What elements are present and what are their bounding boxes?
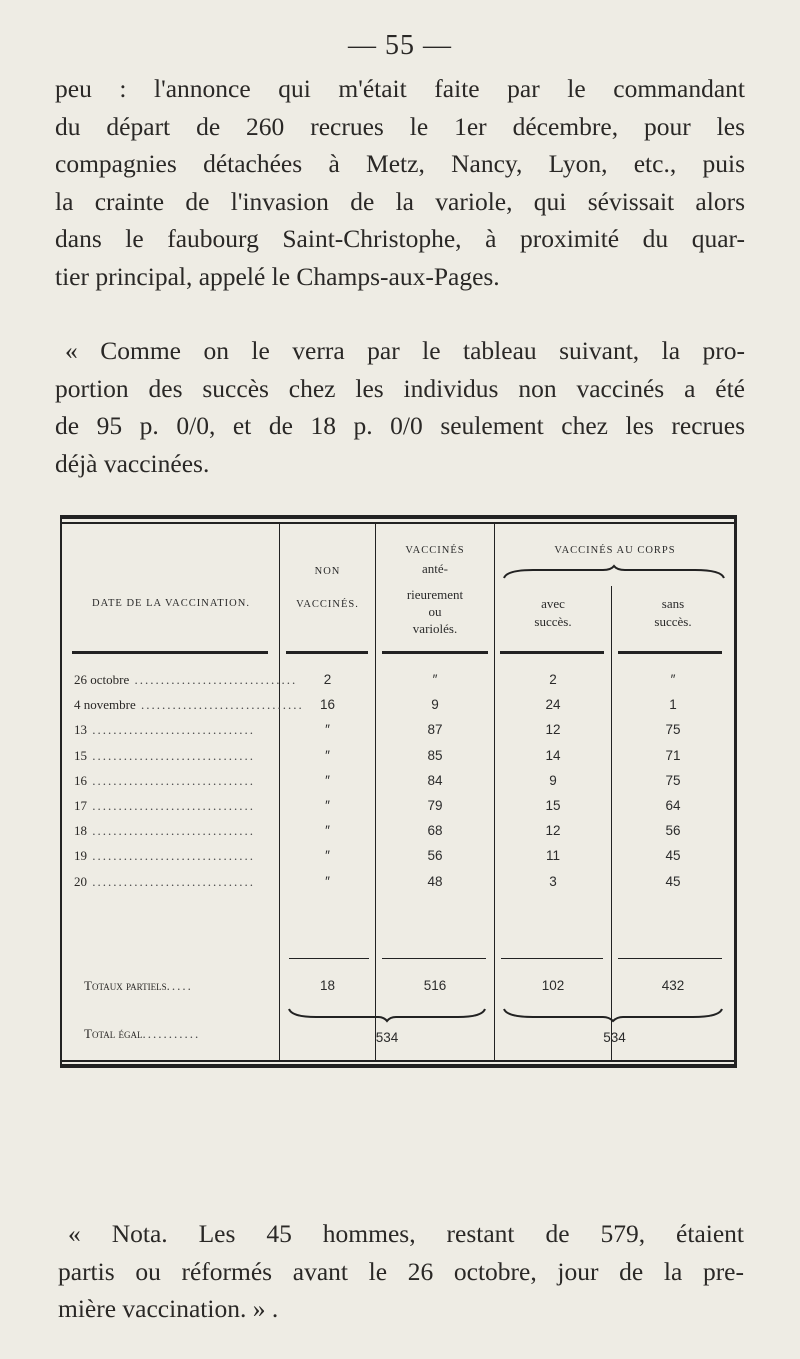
table-left-border: [60, 515, 62, 1068]
header-rule: [286, 651, 368, 654]
row-sans-cell: 45: [665, 873, 681, 889]
header-sans-line1: sans: [661, 596, 685, 611]
totals-rule: [382, 958, 486, 959]
text-line: déjà vaccinées.: [55, 448, 210, 478]
totaux-non: 18: [319, 978, 336, 993]
header-rule: [382, 651, 488, 654]
row-date: 16 ...............................: [74, 772, 255, 788]
table-top-rule: [60, 515, 736, 519]
row-avec-cell: 12: [545, 823, 561, 839]
header-non-line1: NON: [314, 566, 341, 577]
row-avec-cell: 14: [545, 747, 561, 763]
nota-paragraph: [58, 1215, 744, 1328]
text-line: dans le faubourg Saint-Christophe, à proximité du quar-: [55, 224, 745, 253]
header-rule: [618, 651, 722, 654]
header-date: DATE DE LA VACCINATION.: [92, 598, 250, 609]
row-sans-cell: 45: [665, 848, 681, 864]
row-non-cell: ″: [325, 848, 330, 864]
total-egal-right: 534: [603, 1030, 626, 1045]
table-bottom-rule: [60, 1064, 736, 1068]
totaux-partiels-label: Totaux partiels.....: [84, 978, 193, 993]
row-avec-cell: 9: [549, 772, 557, 788]
row-ante-cell: 87: [427, 722, 443, 738]
header-ante-line3: rieurement: [406, 587, 464, 602]
total-right-brace: [503, 1007, 723, 1021]
header-ante-line5: variolés.: [412, 621, 458, 636]
row-non-cell: ″: [325, 722, 330, 738]
row-date: 20 ...............................: [74, 873, 255, 889]
row-non-cell: ″: [325, 823, 330, 839]
totals-rule: [501, 958, 603, 959]
text-line: portion des succès chez les individus non vaccinés a été: [55, 373, 745, 403]
row-sans-cell: 1: [669, 697, 677, 713]
row-non-cell: ″: [325, 747, 330, 763]
text-line: mière vaccination. » .: [58, 1294, 279, 1323]
row-sans-cell: 75: [665, 772, 681, 788]
total-egal-label: Total égal...........: [84, 1026, 201, 1041]
table-top-rule-thin: [60, 522, 736, 524]
text-line: du départ de 260 recrues le 1er décembre, pour les: [55, 111, 745, 141]
header-corps: VACCINÉS AU CORPS: [554, 545, 676, 556]
row-date: 4 novembre ...............................: [74, 697, 304, 713]
header-ante-line2: anté-: [422, 561, 448, 576]
row-ante-cell: 9: [431, 697, 439, 713]
row-non-cell: ″: [325, 873, 330, 889]
header-avec-line2: succès.: [534, 614, 572, 629]
totaux-avec: 102: [541, 978, 565, 993]
text-line: partis ou réformés avant le 26 octobre, jour de la pre-: [58, 1256, 744, 1286]
row-date: 17 ...............................: [74, 798, 255, 813]
text-line: peu : l'annonce qui m'était faite par le commandant: [55, 74, 745, 103]
row-date: 18 ...............................: [74, 823, 255, 839]
totals-rule: [289, 958, 369, 959]
row-avec-cell: 2: [549, 672, 557, 687]
row-avec-cell: 3: [549, 873, 557, 889]
row-date: 15 ...............................: [74, 747, 255, 763]
text-line: la crainte de l'invasion de la variole, qui sévissait alors: [55, 186, 745, 216]
row-date: 13 ...............................: [74, 722, 255, 738]
row-non-cell: 16: [319, 697, 336, 713]
row-non-cell: ″: [325, 772, 330, 788]
row-ante-cell: ″: [432, 672, 438, 687]
row-sans-cell: 75: [665, 722, 681, 738]
text-line: tier principal, appelé le Champs-aux-Pages.: [55, 261, 500, 291]
row-avec-cell: 12: [545, 722, 561, 738]
row-ante-cell: 79: [427, 798, 443, 813]
table-bottom-rule-thin: [60, 1060, 736, 1062]
row-sans-cell: 56: [665, 823, 681, 839]
header-avec-line1: avec: [541, 596, 565, 611]
text-line: « Nota. Les 45 hommes, restant de 579, étaient: [68, 1219, 744, 1248]
row-non-cell: ″: [325, 798, 330, 813]
row-date: 19 ...............................: [74, 848, 255, 864]
row-date: 26 octobre ...............................: [74, 672, 298, 687]
text-line: « Comme on le verra par le tableau suivant, la pro-: [65, 336, 745, 365]
row-ante-cell: 68: [427, 823, 443, 839]
corps-brace: [503, 566, 725, 580]
header-ante-line1: VACCINÉS: [405, 545, 465, 556]
text-line: de 95 p. 0/0, et de 18 p. 0/0 seulement chez les recrues: [55, 411, 745, 440]
row-ante-cell: 85: [427, 747, 443, 763]
totaux-ante: 516: [423, 978, 447, 993]
row-sans-cell: 71: [665, 747, 681, 763]
header-ante-line4: ou: [428, 604, 442, 619]
totaux-sans: 432: [661, 978, 685, 993]
row-sans-cell: ″: [670, 672, 676, 687]
row-non-cell: 2: [323, 672, 332, 687]
header-rule: [500, 651, 604, 654]
row-ante-cell: 56: [427, 848, 443, 864]
total-left-brace: [288, 1007, 486, 1021]
row-ante-cell: 84: [427, 772, 443, 788]
row-ante-cell: 48: [427, 873, 443, 889]
row-avec-cell: 24: [545, 697, 561, 713]
totals-rule: [618, 958, 722, 959]
total-egal-left: 534: [375, 1030, 399, 1045]
row-avec-cell: 11: [545, 848, 560, 864]
header-non-line2: VACCINÉS.: [296, 599, 359, 610]
page-number: — 55 —: [348, 30, 452, 61]
row-sans-cell: 64: [665, 798, 681, 813]
table-right-border: [734, 515, 737, 1068]
text-line: compagnies détachées à Metz, Nancy, Lyon, etc., puis: [55, 149, 745, 178]
header-sans-line2: succès.: [654, 614, 692, 629]
row-avec-cell: 15: [545, 798, 561, 813]
header-rule: [72, 651, 268, 654]
